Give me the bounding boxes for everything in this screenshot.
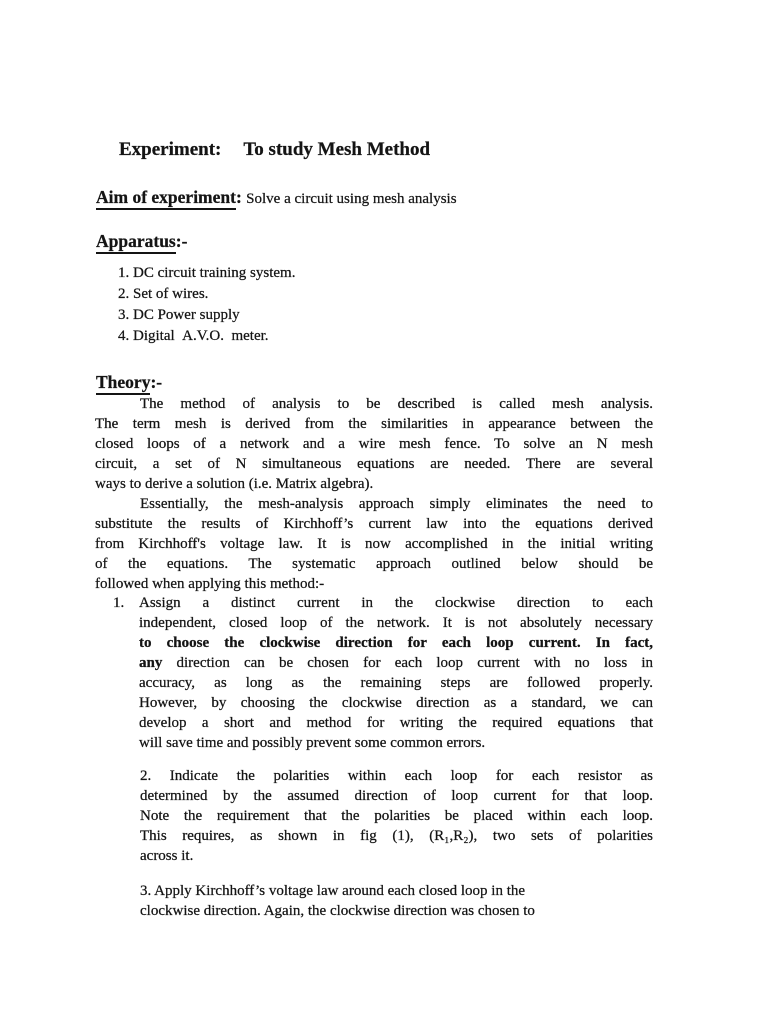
method-step-2	[140, 766, 653, 866]
text-line	[139, 653, 653, 673]
theory-paragraph-2	[95, 494, 653, 594]
aim-label: Aim of experiment	[96, 187, 236, 210]
text-line: substitute the results of Kirchhoff’s current law into the equations derived	[95, 516, 653, 532]
text-line: to choose the clockwise direction for each loop current. In fact,	[139, 635, 653, 651]
text-line: of the equations. The systematic approach outlined below should be	[95, 556, 653, 572]
text-line: will save time and possibly prevent some common errors.	[139, 735, 486, 751]
list-item: 4. Digital A.V.O. meter.	[118, 328, 269, 344]
text-line: clockwise direction. Again, the clockwise direction was chosen to	[140, 903, 535, 919]
text-line: Note the requirement that the polarities be placed within each loop.	[140, 808, 653, 824]
text-line: closed loops of a network and a wire mesh fence. To solve an N mesh	[95, 436, 653, 452]
text-line: circuit, a set of N simultaneous equations are needed. There are several	[95, 456, 653, 472]
aim-heading	[96, 187, 457, 208]
method-step-1	[113, 593, 653, 753]
text-line: determined by the assumed direction of loop current for that loop.	[140, 788, 653, 804]
list-item: 3. DC Power supply	[118, 307, 240, 323]
bold-word: any	[139, 655, 163, 671]
text-line: Assign a distinct current in the clockwise direction to each	[139, 595, 653, 611]
text-line: The term mesh is derived from the similarities in appearance between the	[95, 416, 653, 432]
theory-suffix: :-	[150, 372, 163, 392]
text-line: from Kirchhoff's voltage law. It is now accomplished in the initial writing	[95, 536, 653, 552]
text-line: independent, closed loop of the network. It is not absolutely necessary	[139, 615, 653, 631]
text-line: followed when applying this method:-	[95, 576, 325, 592]
experiment-title-label: Experiment:	[119, 139, 222, 160]
text-line: across it.	[140, 848, 194, 864]
text-line: Essentially, the mesh-analysis approach simply eliminates the need to	[140, 496, 653, 512]
text-line: 2. Indicate the polarities within each loop for each resistor as	[140, 768, 653, 784]
text-line: However, by choosing the clockwise direction as a standard, we can	[139, 695, 653, 711]
theory-paragraph-1	[95, 394, 653, 494]
aim-colon: :	[235, 187, 242, 207]
theory-heading	[96, 372, 162, 393]
experiment-title	[119, 139, 430, 161]
apparatus-label: Apparatus	[96, 231, 176, 254]
text-line: accuracy, as long as the remaining steps are followed properly.	[139, 675, 653, 691]
text-run: direction can be chosen for each loop current with no loss in	[162, 655, 653, 671]
text-line: develop a short and method for writing the required equations that	[139, 715, 653, 731]
text-line: This requires, as shown in fig (1), (R₁,R₂), two sets of polarities	[140, 828, 653, 844]
aim-text: Solve a circuit using mesh analysis	[246, 191, 457, 207]
text-line: The method of analysis to be described is called mesh analysis.	[140, 396, 653, 412]
text-line: ways to derive a solution (i.e. Matrix algebra).	[95, 476, 374, 492]
list-item: 2. Set of wires.	[118, 286, 209, 302]
text-line: 3. Apply Kirchhoff’s voltage law around each closed loop in the	[140, 883, 526, 899]
apparatus-heading	[96, 231, 187, 252]
apparatus-suffix: :-	[175, 231, 188, 251]
experiment-title-text: To study Mesh Method	[243, 139, 431, 160]
list-item: 1. DC circuit training system.	[118, 265, 296, 281]
step-1-marker: 1.	[113, 595, 125, 611]
apparatus-list	[118, 263, 295, 347]
method-step-3	[140, 881, 653, 921]
theory-label: Theory	[96, 372, 150, 395]
